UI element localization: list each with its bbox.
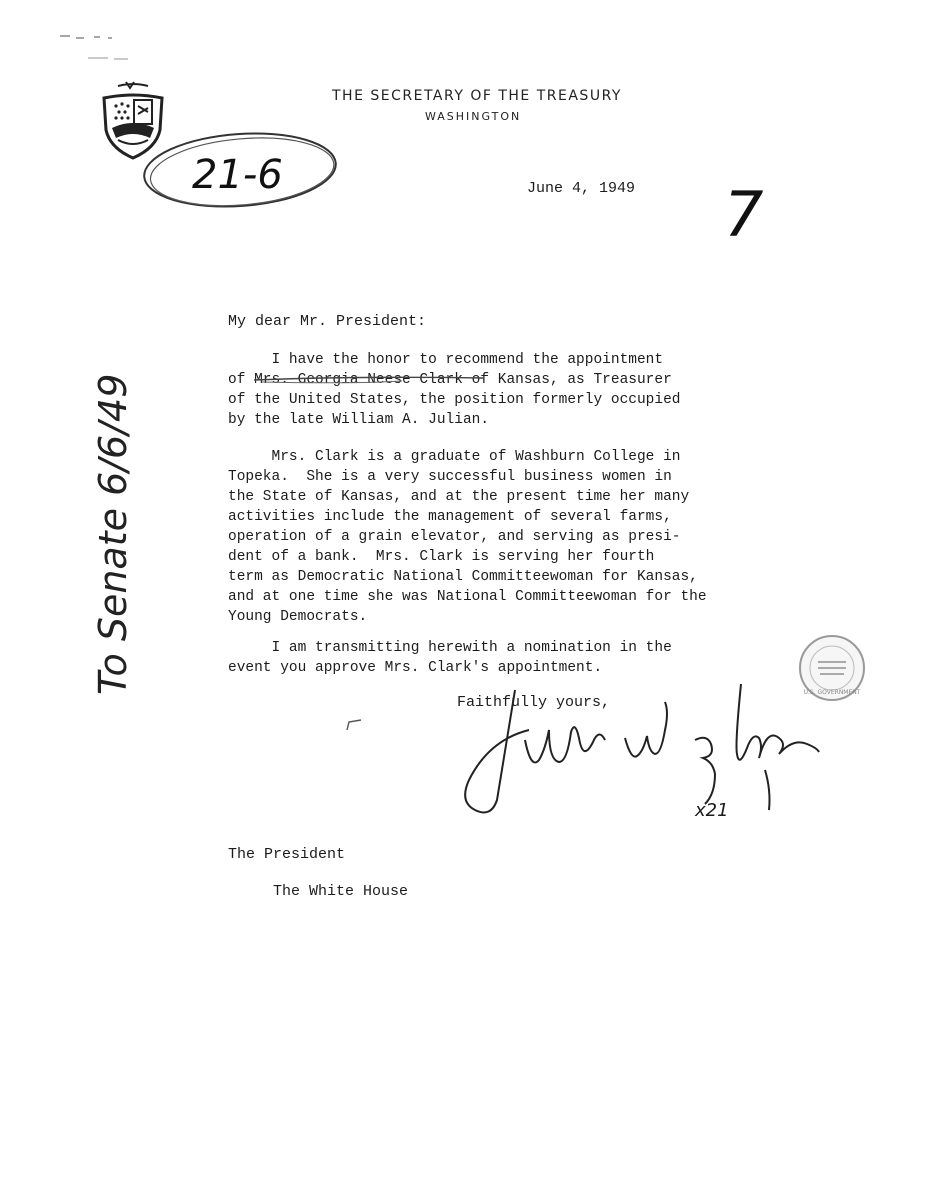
signature-code: x21	[695, 800, 729, 821]
paragraph-2: Mrs. Clark is a graduate of Washburn College in Topeka. She is a very successful business women in the State of Kansas, and at the present time her many activities include the management of several farms, operation of a grain elevator, and serving as presi- dent of a bank. Mrs. Clark is serving her fourth term as Democratic National Committeewoman for Kansas, and at one time she was National Committeewoman for the Young Democrats.	[228, 449, 707, 625]
stray-tick	[345, 718, 365, 732]
underline-annotation	[236, 372, 496, 402]
addressee: The President	[228, 846, 346, 863]
side-annotation	[68, 290, 158, 710]
stamp-text: U.S. GOVERNMENT	[803, 689, 861, 696]
salutation: My dear Mr. President:	[228, 313, 427, 330]
side-note-text: To Senate 6/6/49	[91, 373, 135, 695]
stray-marks	[58, 28, 148, 68]
corner-mark-annotation	[718, 178, 778, 248]
letterhead-title: THE SECRETARY OF THE TREASURY	[332, 88, 622, 104]
paragraph-1: I have the honor to recommend the appointment of Mrs. Georgia Neese Clark of Kansas, as Treasurer of the United States, the position formerly occupied by the late William A. Julian.	[228, 352, 681, 428]
archive-stamp-icon	[796, 632, 868, 704]
file-number-text: 21-6	[192, 152, 283, 198]
address: The White House	[273, 883, 409, 900]
letter-date: June 4, 1949	[527, 180, 636, 197]
letterhead-location: WASHINGTON	[425, 110, 522, 123]
closing: Faithfully yours,	[457, 694, 611, 711]
corner-mark-text: 7	[724, 178, 764, 248]
paragraph-3: I am transmitting herewith a nomination in the event you approve Mrs. Clark's appointment.	[228, 640, 672, 676]
file-number-annotation	[140, 128, 340, 218]
